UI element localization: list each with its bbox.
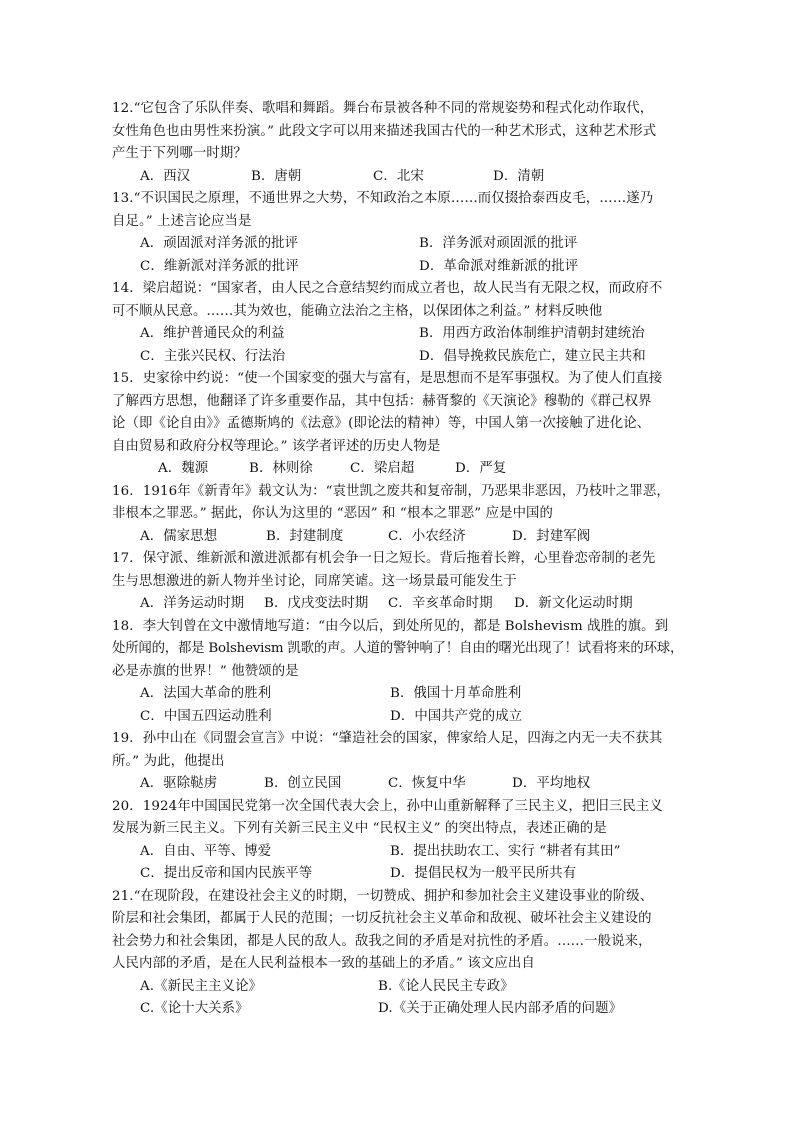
options-row <box>112 323 686 346</box>
option-c[interactable]: C．辛亥革命时期 <box>388 596 493 611</box>
option-b[interactable]: B．封建制度 <box>266 528 344 544</box>
option-d[interactable]: D．清朝 <box>493 168 545 184</box>
question-text: 生与思想激进的新人物并坐讨论，同席笑谑。这一场景最可能发生于 <box>112 573 517 589</box>
options-row <box>112 976 686 999</box>
options-row <box>112 773 686 796</box>
option-d[interactable]: D．中国共产党的成立 <box>390 708 523 724</box>
question-text: 13.“不识国民之原理，不通世界之大势，不知政治之本原……而仅掇拾泰西皮毛，……遂乃 <box>112 191 654 206</box>
options-row <box>112 683 686 706</box>
option-a[interactable]: A．西汉 <box>140 168 191 184</box>
option-d[interactable]: D．提倡民权为一般平民所共有 <box>390 866 577 881</box>
question-15 <box>112 368 686 481</box>
option-a[interactable]: A．维护普通民众的利益 <box>140 326 285 341</box>
question-text: 社会势力和社会集团，都是人民的敌人。敌我之间的矛盾是对抗性的矛盾。……一般说来， <box>112 933 652 949</box>
question-text: 14．梁启超说：“国家者，由人民之合意结契约而成立者也，故人民当有无限之权，而政府不 <box>112 281 663 296</box>
option-d[interactable]: D．封建军阀 <box>512 528 591 544</box>
question-text: 产生于下列哪一时期？ <box>112 146 247 161</box>
question-13 <box>112 188 686 278</box>
option-a[interactable]: A．魏源 <box>158 461 209 476</box>
question-text: 非根本之罪恶。” 据此，你认为这里的 “恶因” 和 “根本之罪恶” 应是中国的 <box>112 506 554 521</box>
question-text: 发展为新三民主义。下列有关新三民主义中 “民权主义” 的突出特点，表述正确的是 <box>112 821 607 836</box>
question-14 <box>112 278 686 368</box>
option-a[interactable]: A.《新民主主义论》 <box>140 978 263 994</box>
question-text: 必是赤旗的世界！” 他赞颂的是 <box>112 663 299 679</box>
question-text: 16．1916年《新青年》载文认为：“袁世凯之废共和复帝制，乃恶果非恶因，乃枝叶之罪恶， <box>112 483 670 499</box>
question-text: 18．李大钊曾在文中激情地写道：“由今以后，到处所见的，都是 Bolshevism 战胜的旗。到 <box>112 618 669 634</box>
question-17 <box>112 548 686 616</box>
options-row <box>112 863 686 886</box>
question-text: 15．史家徐中约说：“使一个国家变的强大与富有，是思想而不是军事强权。为了使人们直接 <box>112 371 663 386</box>
options-row <box>112 706 686 729</box>
question-text: 可不顺从民意。……其为效也，能确立法治之主格，以保团体之利益。” 材料反映他 <box>112 303 603 319</box>
option-b[interactable]: B．提出扶助农工、实行 “耕者有其田” <box>390 843 621 859</box>
options-row <box>112 998 686 1021</box>
option-a[interactable]: A．驱除鞑虏 <box>140 776 218 791</box>
option-d[interactable]: D．新文化运动时期 <box>514 596 633 611</box>
option-c[interactable]: C．中国五四运动胜利 <box>140 708 272 724</box>
option-a[interactable]: A．自由、平等、博爱 <box>140 843 272 859</box>
question-text: 自足。” 上述言论应当是 <box>112 213 252 229</box>
options-row <box>112 526 686 549</box>
option-c[interactable]: C．恢复中华 <box>388 776 466 791</box>
options-row <box>112 593 686 616</box>
option-b[interactable]: B．创立民国 <box>264 776 342 791</box>
question-18 <box>112 616 686 729</box>
question-text: 阶层和社会集团，都属于人民的范围；一切反抗社会主义革命和敌视、破坏社会主义建设的 <box>112 911 652 926</box>
option-d[interactable]: D．革命派对维新派的批评 <box>419 258 579 274</box>
option-c[interactable]: C．梁启超 <box>350 461 415 476</box>
question-text: 所。” 为此，他提出 <box>112 753 225 769</box>
options-row <box>112 841 686 864</box>
option-a[interactable]: A．顽固派对洋务派的批评 <box>140 236 299 251</box>
question-12 <box>112 98 686 188</box>
option-c[interactable]: C．提出反帝和国内民族平等 <box>140 866 313 881</box>
options-row <box>112 346 686 369</box>
question-text: 20．1924年中国国民党第一次全国代表大会上，孙中山重新解释了三民主义，把旧三民主义 <box>112 798 663 814</box>
options-row <box>112 458 686 481</box>
question-text: 12.“它包含了乐队伴奏、歌唱和舞蹈。舞台布景被各种不同的常规姿势和程式化动作取代， <box>112 101 654 116</box>
question-text: 论（即《论自由》》孟德斯鸠的《法意》(即论法的精神）等，中国人第一次接触了进化论、 <box>112 416 651 431</box>
option-a[interactable]: A．儒家思想 <box>140 528 218 544</box>
question-21 <box>112 886 686 1021</box>
question-19 <box>112 728 686 796</box>
option-d[interactable]: D．平均地权 <box>512 776 591 791</box>
options-row <box>112 166 686 189</box>
question-text: 人民内部的矛盾，是在人民利益根本一致的基础上的矛盾。” 该文应出自 <box>112 956 535 971</box>
question-20 <box>112 796 686 886</box>
option-a[interactable]: A．法国大革命的胜利 <box>140 686 272 701</box>
option-b[interactable]: B．戊戌变法时期 <box>264 596 369 611</box>
option-d[interactable]: D.《关于正确处理人民内部矛盾的问题》 <box>378 1001 623 1016</box>
option-c[interactable]: C．主张兴民权、行法治 <box>140 348 286 364</box>
option-c[interactable]: C.《论十大关系》 <box>140 1001 249 1016</box>
question-text: 了解西方思想，他翻译了许多重要作品，其中包括：赫胥黎的《天演论》穆勒的《群己权界 <box>112 393 652 409</box>
option-b[interactable]: B．唐朝 <box>251 168 302 184</box>
question-text: 自由贸易和政府分权等理论。” 该学者评述的历史人物是 <box>112 438 441 454</box>
option-b[interactable]: B.《论人民民主专政》 <box>378 978 514 994</box>
question-text: 女性角色也由男性来扮演。” 此段文字可以用来描述我国古代的一种艺术形式，这种艺术形式 <box>112 123 657 139</box>
question-16 <box>112 481 686 549</box>
question-text: 19．孙中山在《同盟会宣言》中说：“肇造社会的国家，俾家给人足，四海之内无一夫不获其 <box>112 731 663 746</box>
option-c[interactable]: C．维新派对洋务派的批评 <box>140 258 299 274</box>
option-b[interactable]: B．洋务派对顽固派的批评 <box>419 236 578 251</box>
option-d[interactable]: D．严复 <box>455 461 507 476</box>
option-b[interactable]: B．俄国十月革命胜利 <box>390 686 522 701</box>
option-a[interactable]: A．洋务运动时期 <box>140 596 245 611</box>
option-b[interactable]: B．用西方政治体制维护清朝封建统治 <box>419 326 645 341</box>
options-row <box>112 256 686 279</box>
option-c[interactable]: C．小农经济 <box>388 528 466 544</box>
option-b[interactable]: B．林则徐 <box>249 461 313 476</box>
question-text: 17．保守派、维新派和激进派都有机会争一日之短长。背后拖着长辫，心里眷恋帝制的老先 <box>112 551 656 566</box>
question-text: 处所闻的，都是 Bolshevism 凯歌的声。人道的警钟响了！自由的曙光出现了！试看将来的环球， <box>112 641 684 656</box>
exam-page <box>112 98 686 1021</box>
options-row <box>112 233 686 256</box>
option-c[interactable]: C．北宋 <box>373 168 424 184</box>
question-text: 21.“在现阶段，在建设社会主义的时期，一切赞成、拥护和参加社会主义建设事业的阶级、 <box>112 888 654 904</box>
option-d[interactable]: D．倡导挽救民族危亡，建立民主共和 <box>419 348 646 364</box>
